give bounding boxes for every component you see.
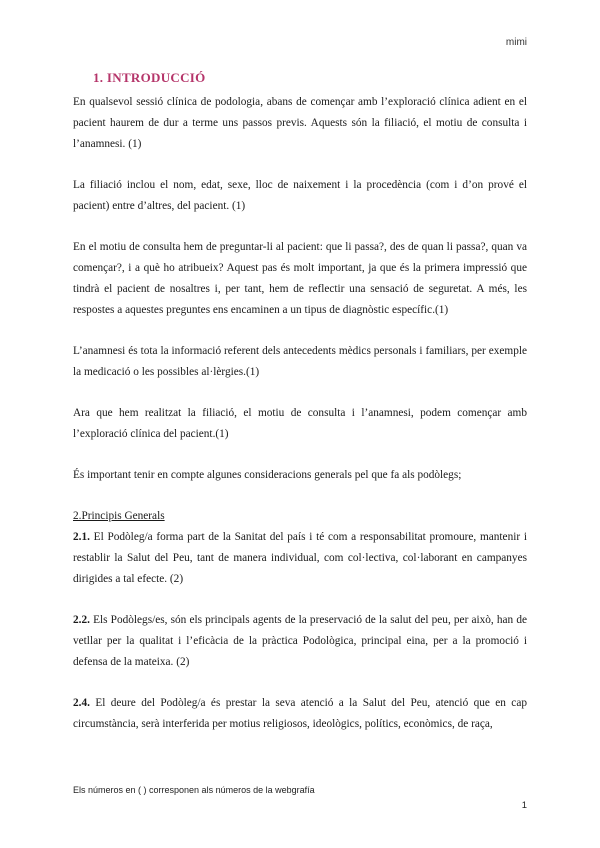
paragraph-consideracions: És important tenir en compte algunes consideracions generals pel que fa als podòlegs;	[73, 469, 462, 481]
paragraph-intro: En qualsevol sessió clínica de podologia, abans de començar amb l’exploració clínica adient en el pacient haurem de dur a terme uns passos previs. Aquests són la filiació, el motiu de consulta i l’anamnesi. (1)	[73, 96, 527, 150]
principle-text: El deure del Podòleg/a és prestar la seva atenció a la Salut del Peu, atenció que en cap circumstància, serà interferida per motius religiosos, ideològics, polítics, econòmics, de raça,	[73, 697, 527, 730]
paragraph-filiacio: La filiació inclou el nom, edat, sexe, lloc de naixement i la procedència (com i d’on prové el pacient) entre d’altres, del pacient. (1)	[73, 179, 527, 212]
principle-number: 2.1.	[73, 531, 90, 543]
principle-number: 2.2.	[73, 614, 90, 626]
section-title: 1. INTRODUCCIÓ	[93, 70, 206, 85]
principle-number: 2.4.	[73, 697, 90, 709]
paragraph-anamnesi: L’anamnesi és tota la informació referent dels antecedents mèdics personals i familiars, per exemple la medicació o les possibles al·lèrgies.(1)	[73, 345, 527, 378]
document-body	[73, 70, 527, 735]
paragraph-motiu-consulta: En el motiu de consulta hem de preguntar-li al pacient: que li passa?, des de quan li passa?, quan va començar?, i a què ho atribueix? Aquest pas és molt important, ja que és la primera impressió que tindrà el pacient de nosaltres i, per tant, hem de reflectir una sensació de seguretat. A més, les respostes a aquestes preguntes ens encaminen a un tipus de diagnòstic específic.(1)	[73, 241, 527, 316]
principle-item	[73, 610, 527, 673]
principle-item	[73, 527, 527, 590]
header-author: mimi	[505, 37, 527, 48]
principle-text: El Podòleg/a forma part de la Sanitat del país i té com a responsabilitat promoure, mantenir i restablir la Salut del Peu, tant de manera individual, com col·lectiva, col·laborant en campanyes dirigides a tal efecte. (2)	[73, 531, 527, 585]
footer-note: Els números en ( ) corresponen als números de la webgrafía	[73, 785, 315, 795]
paragraph-exploracio: Ara que hem realitzat la filiació, el motiu de consulta i l’anamnesi, podem començar amb l’exploració clínica del pacient.(1)	[73, 407, 527, 440]
subsection-title: 2.Principis Generals	[73, 510, 165, 522]
principle-item	[73, 693, 527, 735]
principle-text: Els Podòlegs/es, són els principals agents de la preservació de la salut del peu, per això, han de vetllar per la qualitat i l’eficàcia de la pràctica Podològica, principal eina, per a la promoció i defensa de la mateixa. (2)	[73, 614, 527, 668]
page-number: 1	[521, 800, 527, 811]
